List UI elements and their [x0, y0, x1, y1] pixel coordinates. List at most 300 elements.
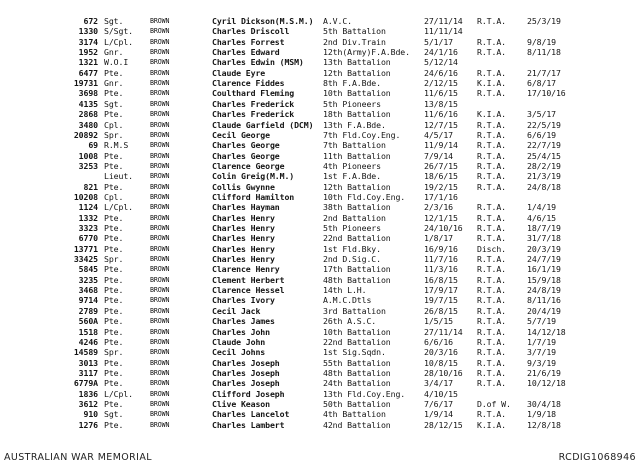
- rank: Pte.: [104, 368, 124, 378]
- roll-entry: [0, 286, 640, 296]
- fate-date: 24/8/18: [527, 182, 561, 192]
- service-number: 1276: [78, 420, 98, 430]
- given-names: Charles Forrest: [212, 37, 285, 47]
- enlistment-date: 13/8/15: [424, 99, 458, 109]
- surname: BROWN: [150, 130, 170, 139]
- unit: 1st Sig.Sqdn.: [323, 348, 386, 358]
- roll-entry: [0, 89, 640, 99]
- given-names: Charles Joseph: [212, 379, 280, 389]
- roll-entry: [0, 390, 640, 400]
- fate: R.T.A.: [477, 141, 506, 151]
- service-number: 3235: [78, 275, 98, 285]
- given-names: Cecil Johns: [212, 348, 266, 358]
- enlistment-date: 26/7/15: [424, 161, 458, 171]
- roll-entry: [0, 58, 640, 68]
- rank: Pte.: [104, 420, 124, 430]
- unit: 7th Fld.Coy.Eng.: [323, 130, 401, 140]
- fate: R.T.A.: [477, 358, 506, 368]
- rank: L/Cpl.: [104, 37, 133, 47]
- unit: 11th Battalion: [323, 151, 391, 161]
- surname: BROWN: [150, 141, 170, 150]
- service-number: 3480: [78, 120, 98, 130]
- roll-entry: [0, 224, 640, 234]
- fate: R.T.A.: [477, 48, 506, 58]
- given-names: Charles Edward: [212, 48, 280, 58]
- fate: R.T.A.: [477, 151, 506, 161]
- roll-entry: [0, 317, 640, 327]
- fate-date: 15/9/18: [527, 275, 561, 285]
- unit: 26th A.S.C.: [323, 317, 377, 327]
- rank: Pte.: [104, 399, 124, 409]
- given-names: Clarence George: [212, 161, 285, 171]
- roll-entry: [0, 162, 640, 172]
- fate-date: 21/7/17: [527, 68, 561, 78]
- service-number: 3612: [78, 399, 98, 409]
- given-names: Charles Henry: [212, 244, 275, 254]
- fate: R.T.A.: [477, 265, 506, 275]
- unit: 38th Battalion: [323, 203, 391, 213]
- enlistment-date: 2/12/15: [424, 79, 458, 89]
- given-names: Charles Frederick: [212, 99, 295, 109]
- surname: BROWN: [150, 317, 170, 326]
- roll-entry: [0, 131, 640, 141]
- given-names: Claude John: [212, 337, 266, 347]
- fate-date: 20/3/19: [527, 244, 561, 254]
- surname: BROWN: [150, 224, 170, 232]
- surname: BROWN: [150, 265, 170, 274]
- unit: 10th Battalion: [323, 327, 391, 337]
- rank: Spr.: [104, 255, 124, 265]
- surname: BROWN: [150, 192, 170, 201]
- service-number: 3468: [78, 286, 98, 296]
- unit: 3rd Battalion: [323, 306, 386, 316]
- enlistment-date: 4/10/15: [424, 389, 458, 399]
- unit: 22nd Battalion: [323, 337, 391, 347]
- enlistment-date: 11/6/15: [424, 89, 458, 99]
- surname: BROWN: [150, 337, 170, 346]
- fate: R.T.A.: [477, 379, 506, 389]
- rank: W.O.I: [104, 58, 129, 68]
- roll-entry: [0, 328, 640, 338]
- surname: BROWN: [150, 234, 170, 243]
- service-number: 20892: [73, 130, 98, 140]
- rank: Spr.: [104, 130, 124, 140]
- given-names: Clarence Hessel: [212, 286, 285, 296]
- surname: BROWN: [150, 27, 170, 36]
- fate: R.T.A.: [477, 327, 506, 337]
- given-names: Claude Eyre: [212, 68, 266, 78]
- rank: Pte.: [104, 224, 124, 233]
- fate: R.T.A.: [477, 68, 506, 78]
- unit: 55th Battalion: [323, 358, 391, 368]
- service-number: 821: [83, 182, 98, 192]
- given-names: Charles Edwin (MSM): [212, 58, 304, 68]
- unit: 10th Fld.Coy.Eng.: [323, 192, 406, 202]
- fate: R.T.A.: [477, 130, 506, 140]
- given-names: Charles Henry: [212, 213, 275, 223]
- surname: BROWN: [150, 79, 170, 88]
- surname: BROWN: [150, 120, 170, 129]
- enlistment-date: 26/8/15: [424, 306, 458, 316]
- rank: L/Cpl.: [104, 203, 133, 213]
- roll-entry: [0, 400, 640, 410]
- enlistment-date: 28/10/16: [424, 368, 463, 378]
- surname: BROWN: [150, 244, 170, 253]
- rank: Pte.: [104, 265, 124, 275]
- roll-entry: [0, 234, 640, 244]
- unit: 4th Pioneers: [323, 161, 381, 171]
- fate-date: 10/12/18: [527, 379, 566, 389]
- unit: 48th Battalion: [323, 275, 391, 285]
- roll-entry: [0, 183, 640, 193]
- enlistment-date: 1/8/17: [424, 234, 453, 244]
- given-names: Cecil Jack: [212, 306, 261, 316]
- fate-date: 22/7/19: [527, 141, 561, 151]
- surname: BROWN: [150, 89, 170, 98]
- fate: R.T.A.: [477, 89, 506, 99]
- unit: 5th Battalion: [323, 27, 386, 37]
- fate: R.T.A.: [477, 348, 506, 358]
- rank: S/Sgt.: [104, 27, 133, 37]
- roll-entry: [0, 214, 640, 224]
- rank: Pte.: [104, 317, 124, 327]
- unit: 42nd Battalion: [323, 420, 391, 430]
- fate-date: 1/7/19: [527, 337, 556, 347]
- surname: BROWN: [150, 348, 170, 357]
- unit: 5th Pioneers: [323, 224, 381, 233]
- fate-date: 3/5/17: [527, 110, 556, 120]
- unit: 10th Battalion: [323, 89, 391, 99]
- enlistment-date: 24/6/16: [424, 68, 458, 78]
- enlistment-date: 27/11/14: [424, 17, 463, 26]
- service-number: 4246: [78, 337, 98, 347]
- unit: 13th Battalion: [323, 58, 391, 68]
- service-number: 3117: [78, 368, 98, 378]
- given-names: Charles Henry: [212, 255, 275, 265]
- unit: 14th L.H.: [323, 286, 367, 296]
- surname: BROWN: [150, 161, 170, 170]
- unit: 1st F.A.Bde.: [323, 172, 381, 182]
- roll-entry: [0, 48, 640, 58]
- surname: BROWN: [150, 420, 170, 429]
- unit: 13th F.A.Bde.: [323, 120, 386, 130]
- given-names: Charles Joseph: [212, 368, 280, 378]
- service-number: 3013: [78, 358, 98, 368]
- given-names: Charles Lancelot: [212, 410, 290, 420]
- enlistment-date: 1/9/14: [424, 410, 453, 420]
- fate-date: 17/10/16: [527, 89, 566, 99]
- service-number: 4135: [78, 99, 98, 109]
- fate-date: 21/3/19: [527, 172, 561, 182]
- surname: BROWN: [150, 172, 170, 181]
- rank: Spr.: [104, 348, 124, 358]
- enlistment-date: 1/5/15: [424, 317, 453, 327]
- rank: Gnr.: [104, 48, 124, 58]
- service-number: 1332: [78, 213, 98, 223]
- rank: Lieut.: [104, 172, 133, 182]
- surname: BROWN: [150, 110, 170, 119]
- unit: 2nd Battalion: [323, 213, 386, 223]
- surname: BROWN: [150, 17, 170, 25]
- given-names: Charles James: [212, 317, 275, 327]
- fate: K.I.A.: [477, 110, 506, 120]
- service-number: 1008: [78, 151, 98, 161]
- surname: BROWN: [150, 327, 170, 336]
- service-number: 13771: [73, 244, 98, 254]
- enlistment-date: 20/3/16: [424, 348, 458, 358]
- roll-entry: [0, 110, 640, 120]
- given-names: Clarence Fiddes: [212, 79, 285, 89]
- fate-date: 16/1/19: [527, 265, 561, 275]
- roll-entry: [0, 27, 640, 37]
- enlistment-date: 19/2/15: [424, 182, 458, 192]
- fate-date: 6/8/17: [527, 79, 556, 89]
- fate-date: 18/7/19: [527, 224, 561, 233]
- roll-entry: [0, 276, 640, 286]
- surname: BROWN: [150, 379, 170, 388]
- rank: Pte.: [104, 213, 124, 223]
- surname: BROWN: [150, 410, 170, 419]
- enlistment-date: 16/9/16: [424, 244, 458, 254]
- enlistment-date: 17/9/17: [424, 286, 458, 296]
- fate-date: 5/7/19: [527, 317, 556, 327]
- roll-entry: [0, 193, 640, 203]
- enlistment-date: 7/9/14: [424, 151, 453, 161]
- given-names: Clifford Hamilton: [212, 192, 295, 202]
- fate-date: 12/8/18: [527, 420, 561, 430]
- fate-date: 31/7/18: [527, 234, 561, 244]
- surname: BROWN: [150, 203, 170, 212]
- service-number: 1952: [78, 48, 98, 58]
- enlistment-date: 10/8/15: [424, 358, 458, 368]
- rank: Pte.: [104, 296, 124, 306]
- enlistment-date: 24/1/16: [424, 48, 458, 58]
- rank: Sgt.: [104, 99, 124, 109]
- fate-date: 14/12/18: [527, 327, 566, 337]
- rank: Pte.: [104, 379, 124, 389]
- unit: 1st Fld.Bky.: [323, 244, 381, 254]
- surname: BROWN: [150, 358, 170, 367]
- given-names: Clement Herbert: [212, 275, 285, 285]
- roll-entry: [0, 379, 640, 389]
- enlistment-date: 18/6/15: [424, 172, 458, 182]
- given-names: Charles Joseph: [212, 358, 280, 368]
- fate-date: 1/9/18: [527, 410, 556, 420]
- roll-entry: [0, 17, 640, 27]
- unit: 50th Battalion: [323, 399, 391, 409]
- footer-archive-name: AUSTRALIAN WAR MEMORIAL: [4, 452, 152, 463]
- enlistment-date: 6/6/16: [424, 337, 453, 347]
- roll-entry: [0, 296, 640, 306]
- fate: R.T.A.: [477, 306, 506, 316]
- roll-entry: [0, 410, 640, 420]
- fate: R.T.A.: [477, 161, 506, 171]
- rank: R.M.S: [104, 141, 129, 151]
- unit: 7th Battalion: [323, 141, 386, 151]
- given-names: Charles George: [212, 151, 280, 161]
- roll-entry: [0, 348, 640, 358]
- roll-entry: [0, 369, 640, 379]
- fate: R.T.A.: [477, 368, 506, 378]
- unit: 18th Battalion: [323, 110, 391, 120]
- given-names: Charles Lambert: [212, 420, 285, 430]
- fate: K.I.A.: [477, 420, 506, 430]
- fate: R.T.A.: [477, 234, 506, 244]
- rank: Gnr.: [104, 79, 124, 89]
- fate: R.T.A.: [477, 17, 506, 26]
- unit: 8th F.A.Bde.: [323, 79, 381, 89]
- enlistment-date: 11/9/14: [424, 141, 458, 151]
- rank: Pte.: [104, 151, 124, 161]
- roll-entry: [0, 141, 640, 151]
- service-number: 6477: [78, 68, 98, 78]
- service-number: 672: [83, 17, 98, 26]
- surname: BROWN: [150, 286, 170, 295]
- service-number: 3253: [78, 161, 98, 171]
- rank: Pte.: [104, 68, 124, 78]
- unit: A.V.C.: [323, 17, 352, 26]
- unit: 48th Battalion: [323, 368, 391, 378]
- roll-entry: [0, 338, 640, 348]
- fate-date: 4/6/15: [527, 213, 556, 223]
- service-number: 1518: [78, 327, 98, 337]
- fate-date: 22/5/19: [527, 120, 561, 130]
- service-number: 10208: [73, 192, 98, 202]
- rank: Pte.: [104, 337, 124, 347]
- enlistment-date: 5/1/17: [424, 37, 453, 47]
- fate-date: 8/11/18: [527, 48, 561, 58]
- fate: R.T.A.: [477, 296, 506, 306]
- fate: R.T.A.: [477, 37, 506, 47]
- fate: R.T.A.: [477, 203, 506, 213]
- roll-entry: [0, 79, 640, 89]
- fate: R.T.A.: [477, 410, 506, 420]
- fate-date: 24/7/19: [527, 255, 561, 265]
- given-names: Clarence Henry: [212, 265, 280, 275]
- unit: 2nd D.Sig.C.: [323, 255, 381, 265]
- given-names: Charles George: [212, 141, 280, 151]
- rank: Pte.: [104, 244, 124, 254]
- rank: Pte.: [104, 234, 124, 244]
- given-names: Clifford Joseph: [212, 389, 285, 399]
- service-number: 33425: [73, 255, 98, 265]
- given-names: Cecil George: [212, 130, 270, 140]
- roll-entry: [0, 245, 640, 255]
- fate: R.T.A.: [477, 120, 506, 130]
- given-names: Cyril Dickson(M.S.M.): [212, 17, 314, 26]
- fate-date: 28/2/19: [527, 161, 561, 171]
- surname: BROWN: [150, 151, 170, 160]
- given-names: Claude Garfield (DCM): [212, 120, 314, 130]
- enlistment-date: 27/11/14: [424, 327, 463, 337]
- unit: 12th Battalion: [323, 182, 391, 192]
- enlistment-date: 17/1/16: [424, 192, 458, 202]
- service-number: 19731: [73, 79, 98, 89]
- service-number: 1321: [78, 58, 98, 68]
- fate: Disch.: [477, 244, 506, 254]
- surname: BROWN: [150, 296, 170, 305]
- rank: Pte.: [104, 306, 124, 316]
- fate: R.T.A.: [477, 317, 506, 327]
- surname: BROWN: [150, 48, 170, 57]
- surname: BROWN: [150, 37, 170, 46]
- enlistment-date: 2/3/16: [424, 203, 453, 213]
- service-number: 6770: [78, 234, 98, 244]
- roll-entry: [0, 265, 640, 275]
- rank: Pte.: [104, 275, 124, 285]
- roll-entry: [0, 38, 640, 48]
- footer-record-id: RCDIG1068946: [558, 452, 636, 463]
- given-names: Collis Gwynne: [212, 182, 275, 192]
- rank: Pte.: [104, 358, 124, 368]
- roll-entry: [0, 172, 640, 182]
- service-number: 14589: [73, 348, 98, 358]
- enlistment-date: 4/5/17: [424, 130, 453, 140]
- unit: 22nd Battalion: [323, 234, 391, 244]
- given-names: Charles John: [212, 327, 270, 337]
- roll-entry: [0, 255, 640, 265]
- roll-entry: [0, 421, 640, 431]
- given-names: Clive Keason: [212, 399, 270, 409]
- fate: R.T.A.: [477, 172, 506, 182]
- surname: BROWN: [150, 58, 170, 67]
- fate-date: 30/4/18: [527, 399, 561, 409]
- surname: BROWN: [150, 99, 170, 108]
- unit: 12th Battalion: [323, 68, 391, 78]
- service-number: 560A: [78, 317, 98, 327]
- surname: BROWN: [150, 399, 170, 408]
- service-number: 6779A: [73, 379, 98, 389]
- given-names: Charles Henry: [212, 224, 275, 233]
- service-number: 910: [83, 410, 98, 420]
- rank: Pte.: [104, 161, 124, 171]
- fate: R.T.A.: [477, 337, 506, 347]
- fate-date: 25/4/15: [527, 151, 561, 161]
- fate-date: 24/8/19: [527, 286, 561, 296]
- rank: Pte.: [104, 286, 124, 296]
- fate-date: 25/3/19: [527, 17, 561, 26]
- enlistment-date: 7/6/17: [424, 399, 453, 409]
- enlistment-date: 11/6/16: [424, 110, 458, 120]
- roll-entry: [0, 359, 640, 369]
- roll-entry: [0, 152, 640, 162]
- fate-date: 9/3/19: [527, 358, 556, 368]
- unit: 12th(Army)F.A.Bde.: [323, 48, 410, 58]
- rank: Pte.: [104, 182, 124, 192]
- enlistment-date: 5/12/14: [424, 58, 458, 68]
- roll-entry: [0, 69, 640, 79]
- surname: BROWN: [150, 255, 170, 264]
- fate-date: 8/11/16: [527, 296, 561, 306]
- enlistment-date: 3/4/17: [424, 379, 453, 389]
- roll-entry: [0, 121, 640, 131]
- fate-date: 6/6/19: [527, 130, 556, 140]
- roll-entry: [0, 203, 640, 213]
- given-names: Charles Driscoll: [212, 27, 290, 37]
- rank: Pte.: [104, 89, 124, 99]
- unit: 2nd Div.Train: [323, 37, 386, 47]
- enlistment-date: 11/11/14: [424, 27, 463, 37]
- enlistment-date: 11/3/16: [424, 265, 458, 275]
- service-number: 5845: [78, 265, 98, 275]
- enlistment-date: 24/10/16: [424, 224, 463, 233]
- service-number: 9714: [78, 296, 98, 306]
- fate-date: 21/6/19: [527, 368, 561, 378]
- surname: BROWN: [150, 213, 170, 222]
- given-names: Coulthard Fleming: [212, 89, 295, 99]
- surname: BROWN: [150, 275, 170, 284]
- unit: 17th Battalion: [323, 265, 391, 275]
